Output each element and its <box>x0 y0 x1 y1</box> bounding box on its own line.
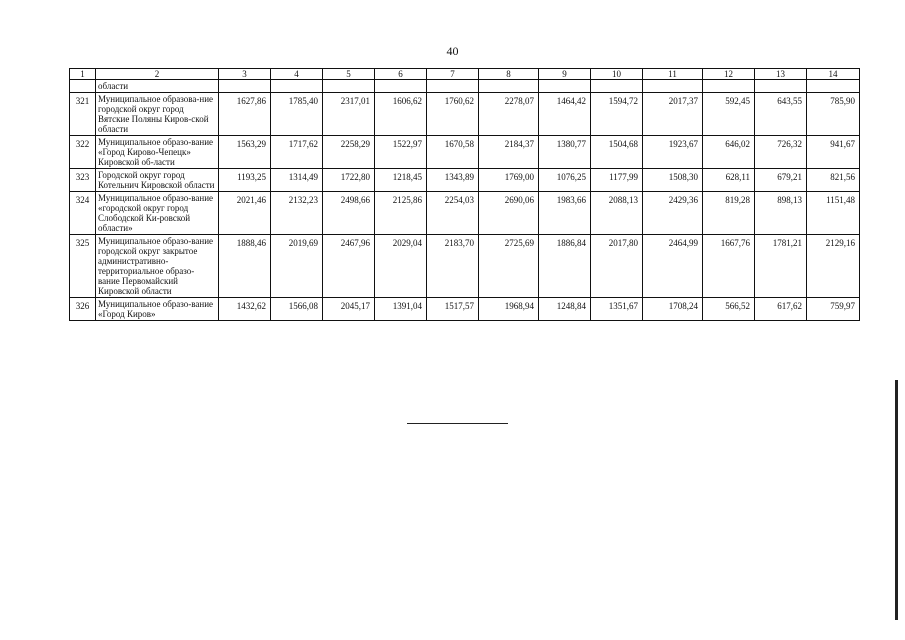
value-cell: 592,45 <box>703 93 755 136</box>
value-cell: 566,52 <box>703 298 755 321</box>
column-number: 14 <box>807 69 860 80</box>
value-cell: 1522,97 <box>375 136 427 169</box>
row-number: 321 <box>70 93 96 136</box>
data-table <box>69 68 860 321</box>
value-cell: 679,21 <box>755 169 807 192</box>
value-cell: 2690,06 <box>479 192 539 235</box>
value-cell: 1594,72 <box>591 93 643 136</box>
empty-cell <box>70 80 96 93</box>
value-cell: 1351,67 <box>591 298 643 321</box>
value-cell: 1886,84 <box>539 235 591 298</box>
row-number: 323 <box>70 169 96 192</box>
value-cell: 1888,46 <box>219 235 271 298</box>
value-cell: 1151,48 <box>807 192 860 235</box>
value-cell: 1566,08 <box>271 298 323 321</box>
municipality-name: Муниципальное образо-вание «Город Кирово-Чепецк» Кировской об-ласти <box>96 136 219 169</box>
municipality-name: Муниципальное образова-ние городской округ город Вятские Поляны Киров-ской области <box>96 93 219 136</box>
value-cell: 2258,29 <box>323 136 375 169</box>
value-cell: 1193,25 <box>219 169 271 192</box>
row-number: 324 <box>70 192 96 235</box>
value-cell: 1177,99 <box>591 169 643 192</box>
empty-cell <box>807 80 860 93</box>
value-cell: 1432,62 <box>219 298 271 321</box>
table-row <box>70 192 860 235</box>
value-cell: 1218,45 <box>375 169 427 192</box>
empty-cell <box>703 80 755 93</box>
value-cell: 898,13 <box>755 192 807 235</box>
value-cell: 1343,89 <box>427 169 479 192</box>
empty-cell <box>219 80 271 93</box>
value-cell: 1606,62 <box>375 93 427 136</box>
value-cell: 1248,84 <box>539 298 591 321</box>
value-cell: 2467,96 <box>323 235 375 298</box>
value-cell: 1983,66 <box>539 192 591 235</box>
value-cell: 1717,62 <box>271 136 323 169</box>
continuation-row <box>70 80 860 93</box>
column-number: 5 <box>323 69 375 80</box>
table-row <box>70 298 860 321</box>
value-cell: 941,67 <box>807 136 860 169</box>
column-number: 13 <box>755 69 807 80</box>
value-cell: 2317,01 <box>323 93 375 136</box>
value-cell: 2017,37 <box>643 93 703 136</box>
column-number: 10 <box>591 69 643 80</box>
empty-cell <box>427 80 479 93</box>
value-cell: 1781,21 <box>755 235 807 298</box>
empty-cell <box>375 80 427 93</box>
value-cell: 1380,77 <box>539 136 591 169</box>
column-number-row <box>70 69 860 80</box>
page-number: 40 <box>446 44 459 58</box>
value-cell: 1785,40 <box>271 93 323 136</box>
value-cell: 1314,49 <box>271 169 323 192</box>
empty-cell <box>755 80 807 93</box>
value-cell: 1670,58 <box>427 136 479 169</box>
value-cell: 2021,46 <box>219 192 271 235</box>
empty-cell <box>539 80 591 93</box>
value-cell: 1667,76 <box>703 235 755 298</box>
value-cell: 643,55 <box>755 93 807 136</box>
empty-cell <box>271 80 323 93</box>
table-row <box>70 136 860 169</box>
empty-cell <box>323 80 375 93</box>
value-cell: 2017,80 <box>591 235 643 298</box>
column-number: 7 <box>427 69 479 80</box>
value-cell: 1563,29 <box>219 136 271 169</box>
row-number: 322 <box>70 136 96 169</box>
value-cell: 617,62 <box>755 298 807 321</box>
value-cell: 2088,13 <box>591 192 643 235</box>
value-cell: 1968,94 <box>479 298 539 321</box>
value-cell: 759,97 <box>807 298 860 321</box>
value-cell: 819,28 <box>703 192 755 235</box>
value-cell: 1923,67 <box>643 136 703 169</box>
table-row <box>70 235 860 298</box>
value-cell: 2019,69 <box>271 235 323 298</box>
value-cell: 1517,57 <box>427 298 479 321</box>
value-cell: 1508,30 <box>643 169 703 192</box>
value-cell: 1464,42 <box>539 93 591 136</box>
value-cell: 2498,66 <box>323 192 375 235</box>
value-cell: 2129,16 <box>807 235 860 298</box>
column-number: 6 <box>375 69 427 80</box>
value-cell: 1708,24 <box>643 298 703 321</box>
value-cell: 726,32 <box>755 136 807 169</box>
value-cell: 2132,23 <box>271 192 323 235</box>
municipality-name: Муниципальное образо-вание городской округ закрытое административно-территориальное образо-вание Первомайский Кировской области <box>96 235 219 298</box>
scan-edge-line <box>895 380 898 620</box>
empty-cell <box>479 80 539 93</box>
value-cell: 2183,70 <box>427 235 479 298</box>
value-cell: 2125,86 <box>375 192 427 235</box>
table-row <box>70 169 860 192</box>
municipality-name: Муниципальное образо-вание «Город Киров» <box>96 298 219 321</box>
column-number: 3 <box>219 69 271 80</box>
value-cell: 646,02 <box>703 136 755 169</box>
value-cell: 2029,04 <box>375 235 427 298</box>
municipality-name: Городской округ город Котельнич Кировской области <box>96 169 219 192</box>
value-cell: 785,90 <box>807 93 860 136</box>
value-cell: 628,11 <box>703 169 755 192</box>
value-cell: 2184,37 <box>479 136 539 169</box>
column-number: 8 <box>479 69 539 80</box>
value-cell: 2429,36 <box>643 192 703 235</box>
table-row <box>70 93 860 136</box>
value-cell: 1722,80 <box>323 169 375 192</box>
empty-cell <box>643 80 703 93</box>
row-number: 326 <box>70 298 96 321</box>
value-cell: 2725,69 <box>479 235 539 298</box>
value-cell: 2464,99 <box>643 235 703 298</box>
column-number: 1 <box>70 69 96 80</box>
value-cell: 2278,07 <box>479 93 539 136</box>
value-cell: 2045,17 <box>323 298 375 321</box>
column-number: 4 <box>271 69 323 80</box>
municipality-name: Муниципальное образо-вание «городской округ город Слободской Ки-ровской области» <box>96 192 219 235</box>
column-number: 2 <box>96 69 219 80</box>
separator-line <box>407 423 508 424</box>
row-number: 325 <box>70 235 96 298</box>
continuation-text: области <box>96 80 219 93</box>
value-cell: 1504,68 <box>591 136 643 169</box>
value-cell: 2254,03 <box>427 192 479 235</box>
value-cell: 1391,04 <box>375 298 427 321</box>
value-cell: 1627,86 <box>219 93 271 136</box>
empty-cell <box>591 80 643 93</box>
column-number: 12 <box>703 69 755 80</box>
value-cell: 821,56 <box>807 169 860 192</box>
value-cell: 1076,25 <box>539 169 591 192</box>
column-number: 9 <box>539 69 591 80</box>
value-cell: 1760,62 <box>427 93 479 136</box>
value-cell: 1769,00 <box>479 169 539 192</box>
column-number: 11 <box>643 69 703 80</box>
